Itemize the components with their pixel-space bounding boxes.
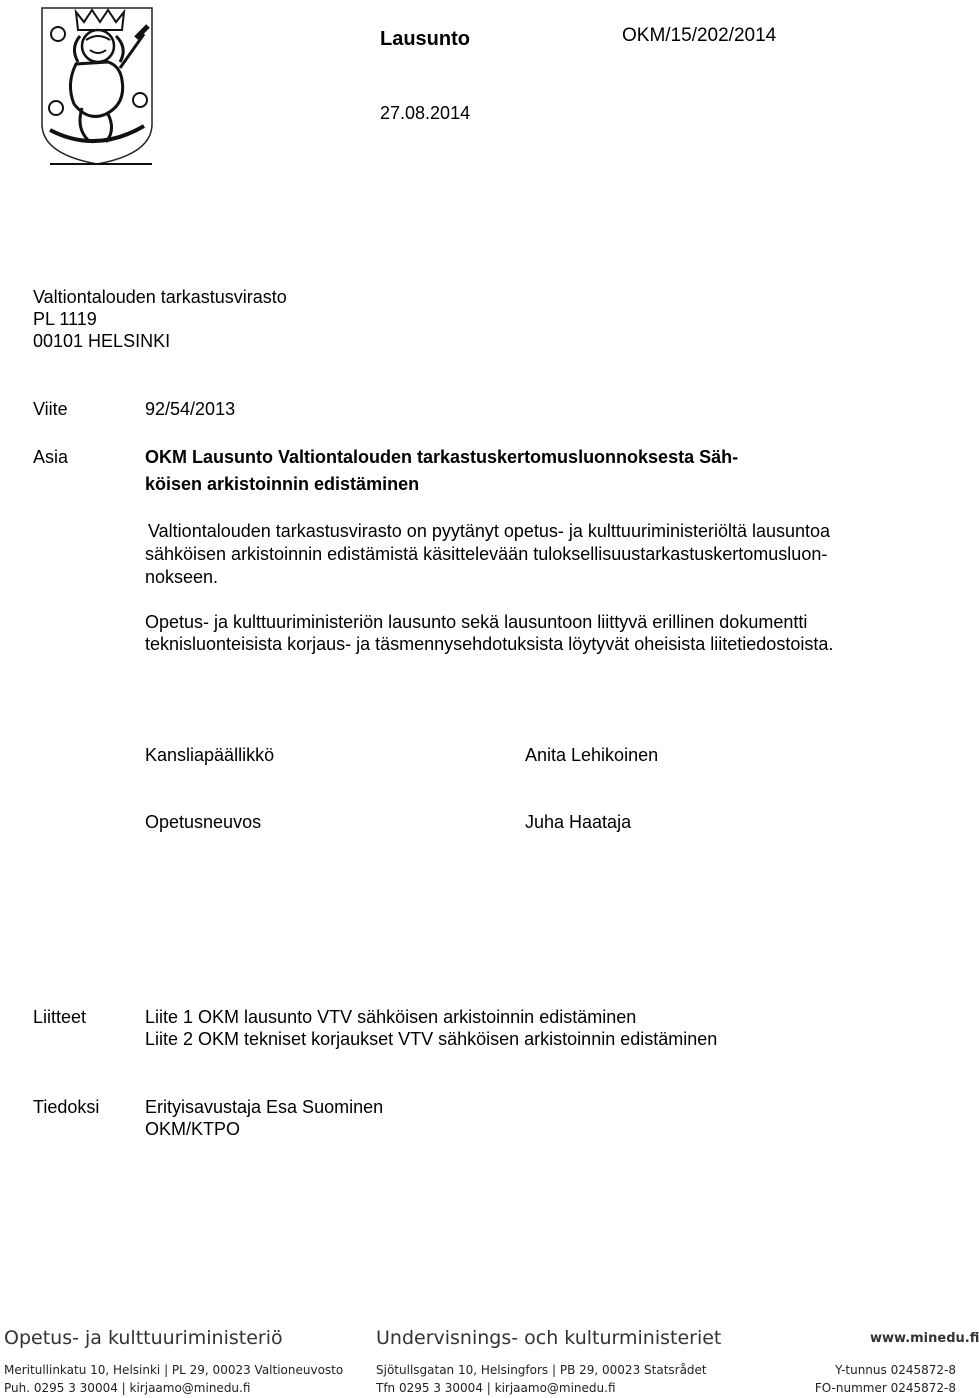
attachments-label: Liitteet <box>33 1007 87 1027</box>
document-type: Lausunto <box>380 28 470 50</box>
body-paragraph-1-line-3: nokseen. <box>145 567 219 587</box>
footer-phone-fi: Puh. 0295 3 30004 | kirjaamo@minedu.fi <box>4 1381 251 1395</box>
footer-address-sv: Sjötullsgatan 10, Helsingfors | PB 29, 00023 Statsrådet <box>376 1363 707 1377</box>
coat-of-arms-logo <box>36 4 158 170</box>
body-paragraph-2-line-2: teknisluonteisista korjaus- ja täsmennysehdotuksista löytyvät oheisista liitetiedostoista. <box>145 634 834 654</box>
footer-ministry-fi: Opetus- ja kulttuuriministeriö <box>4 1327 283 1349</box>
signer-2-title: Opetusneuvos <box>145 812 262 832</box>
recipient-city: 00101 HELSINKI <box>33 331 171 351</box>
recipient-po-box: PL 1119 <box>33 309 97 329</box>
attachment-item-1: Liite 1 OKM lausunto VTV sähköisen arkistoinnin edistäminen <box>145 1007 637 1027</box>
cc-unit: OKM/KTPO <box>145 1119 241 1139</box>
subject-line-2: köisen arkistoinnin edistäminen <box>145 474 420 494</box>
cc-recipient: Erityisavustaja Esa Suominen <box>145 1097 384 1117</box>
body-paragraph-2-line-1: Opetus- ja kulttuuriministeriön lausunto sekä lausuntoon liittyvä erillinen dokumentti <box>145 612 808 632</box>
footer-fonummer: FO-nummer 0245872-8 <box>814 1381 956 1395</box>
document-date: 27.08.2014 <box>380 103 471 123</box>
footer-ministry-sv: Undervisnings- och kulturministeriet <box>376 1327 722 1349</box>
signer-2-name: Juha Haataja <box>525 812 632 832</box>
reference-label: Viite <box>33 399 68 419</box>
reference-number: OKM/15/202/2014 <box>622 25 777 46</box>
signer-1-name: Anita Lehikoinen <box>525 745 659 765</box>
body-paragraph-1-line-2: sähköisen arkistoinnin edistämistä käsittelevään tuloksellisuustarkastuskertomusluon- <box>145 544 828 564</box>
footer-phone-sv: Tfn 0295 3 30004 | kirjaamo@minedu.fi <box>376 1381 616 1395</box>
cc-label: Tiedoksi <box>33 1097 100 1117</box>
footer-ytunnus: Y-tunnus 0245872-8 <box>835 1363 956 1377</box>
attachment-item-2: Liite 2 OKM tekniset korjaukset VTV sähköisen arkistoinnin edistäminen <box>145 1029 718 1049</box>
subject-line-1: OKM Lausunto Valtiontalouden tarkastuskertomusluonnoksesta Säh- <box>145 447 739 467</box>
subject-label: Asia <box>33 447 69 467</box>
body-paragraph-1-line-1: Valtiontalouden tarkastusvirasto on pyytänyt opetus- ja kulttuuriministeriöltä lausuntoa <box>148 521 831 541</box>
recipient-name: Valtiontalouden tarkastusvirasto <box>33 287 287 307</box>
footer-website: www.minedu.fi <box>870 1331 979 1346</box>
reference-value: 92/54/2013 <box>145 399 236 419</box>
signer-1-title: Kansliapäällikkö <box>145 745 275 765</box>
footer-address-fi: Meritullinkatu 10, Helsinki | PL 29, 00023 Valtioneuvosto <box>4 1363 344 1377</box>
